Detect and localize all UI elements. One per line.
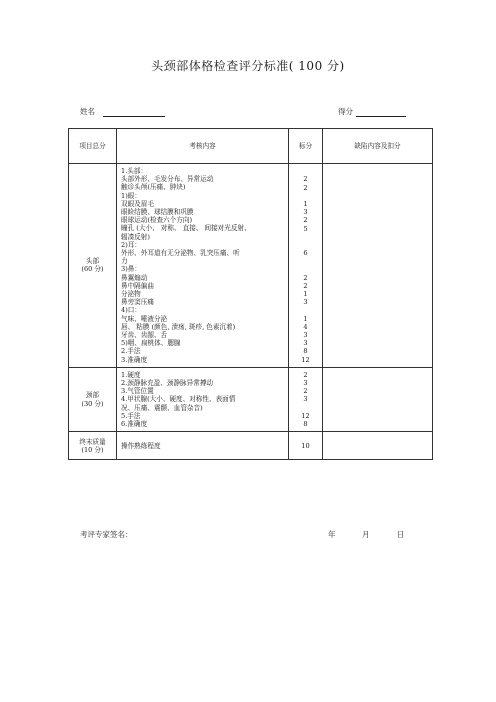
points-value: 1 [303, 199, 308, 208]
points-value: 2 [303, 387, 308, 396]
points-value: 3 [303, 395, 308, 404]
content-line: 6.准确度 [121, 420, 148, 429]
content-line: 唇、 粘膜 (颜色, 溃疡, 斑疹, 色素沉着) [121, 322, 236, 331]
date-day: 日 [397, 530, 405, 539]
points-value: 3 [303, 379, 308, 388]
score-blank[interactable] [356, 108, 406, 117]
points-value: 12 [301, 411, 310, 420]
page-title: 头颈部体格检查评分标准( 100 分) [151, 59, 345, 73]
content-line: 气味、唾液分泌 [121, 314, 168, 323]
content-line: 3.准确度 [121, 355, 148, 364]
section-name: 终末质量 [79, 437, 106, 446]
points-value: 12 [301, 355, 310, 364]
content-line: 鼻中隔偏曲 [121, 281, 154, 290]
section-head-label [69, 164, 117, 368]
section-final-deductions[interactable] [323, 432, 433, 460]
score-field [338, 106, 406, 117]
points-value: 2 [303, 273, 308, 282]
content-line: 5.手法 [121, 411, 141, 420]
content-line: 5)咽、扁桃体、腮腺 [121, 339, 181, 348]
points-value [289, 257, 322, 265]
content-line: 3.气管位置 [121, 387, 154, 396]
content-line: 瞳孔 (大小、 对称、 直接、 间接对光反射、 [121, 224, 251, 233]
points-value [289, 167, 322, 175]
score-label: 得分 [338, 107, 353, 116]
section-head-deductions[interactable] [323, 164, 433, 368]
header-points: 标分 [289, 129, 323, 164]
section-total: (60 分) [81, 265, 104, 274]
points-value [289, 233, 322, 241]
section-name: 头部 [85, 257, 100, 266]
section-final-label [69, 432, 117, 460]
content-line: 鼻翼煽动 [121, 273, 148, 282]
content-line: 触诊头颅(压痛、肿块) [121, 183, 186, 192]
content-line: 鼻旁窦压痛 [121, 298, 154, 307]
content-line: 4.甲状腺(大小、硬度、对称性、表面情 [121, 395, 236, 404]
points-value [289, 306, 322, 314]
content-line: 分泌物 [121, 290, 141, 299]
table-row-head [69, 164, 433, 368]
content-line: 力 [121, 257, 128, 266]
header-content: 考核内容 [117, 129, 289, 164]
content-line: 眼球运动(检查六个方向) [121, 216, 193, 225]
header-deductions: 缺陷内容及扣分 [323, 129, 433, 164]
content-line: 2.手法 [121, 347, 141, 356]
content-line: 况、压痛、震颤、血管杂音) [121, 403, 203, 412]
points-value [289, 404, 322, 412]
content-line: 1.硬度 [121, 370, 141, 379]
points-value: 8 [303, 420, 308, 429]
points-value: 4 [303, 322, 308, 331]
name-field [80, 106, 165, 117]
content-line: 牙齿、齿龈、舌 [121, 331, 168, 340]
points-value: 3 [303, 330, 308, 339]
content-line: 双眼及眉毛 [121, 199, 154, 208]
content-line: 眼睑结膜、球结膜和巩膜 [121, 208, 194, 217]
points-value: 3 [303, 208, 308, 217]
scoring-table [68, 128, 433, 460]
name-label: 姓名 [80, 107, 95, 116]
points-value: 8 [303, 347, 308, 356]
content-line: 2)耳： [121, 240, 141, 249]
table-row-final [69, 432, 433, 460]
header-item-total: 项目总分 [69, 129, 117, 164]
section-final-points: 10 [289, 432, 323, 460]
section-total: (30 分) [81, 399, 104, 408]
section-final-content: 操作熟练程度 [117, 432, 289, 460]
content-line: 4)口： [121, 306, 141, 315]
table-row-neck [69, 367, 433, 431]
points-value [289, 265, 322, 273]
points-value: 1 [303, 314, 308, 323]
points-value: 5 [303, 224, 308, 233]
date-month: 月 [362, 530, 370, 539]
points-value: 3 [303, 298, 308, 307]
section-neck-content [117, 367, 289, 431]
content-line: 3)鼻： [121, 265, 141, 274]
date-year: 年 [328, 530, 336, 539]
points-value: 2 [303, 281, 308, 290]
examiner-signature: 考评专家签名： [80, 530, 133, 539]
points-value: 6 [303, 249, 308, 258]
section-neck-deductions[interactable] [323, 367, 433, 431]
points-value: 3 [303, 339, 308, 348]
content-line: 外形、外耳道有无分泌物、乳突压痛、听 [121, 249, 240, 258]
section-neck-label [69, 367, 117, 431]
points-value: 2 [303, 175, 308, 184]
section-head-content [117, 164, 289, 368]
name-blank[interactable] [103, 108, 165, 117]
points-value: 2 [303, 183, 308, 192]
points-value [289, 192, 322, 200]
section-head-points [289, 164, 323, 368]
table-header-row [69, 129, 433, 164]
content-line: 2.颈静脉充盈、颈静脉异常搏动 [121, 379, 214, 388]
points-value: 1 [303, 290, 308, 298]
content-line: 头部外形、毛发分布、异常运动 [121, 175, 214, 184]
points-value: 2 [303, 370, 308, 379]
section-total: (10 分) [81, 445, 104, 454]
section-neck-points [289, 367, 323, 431]
content-line: 1.头部： [121, 167, 148, 175]
content-line: 辐凑反射) [121, 232, 150, 241]
points-value: 2 [303, 216, 308, 225]
points-value [289, 241, 322, 249]
content-line: 1)眼： [121, 191, 141, 200]
section-name: 颈部 [85, 391, 100, 400]
